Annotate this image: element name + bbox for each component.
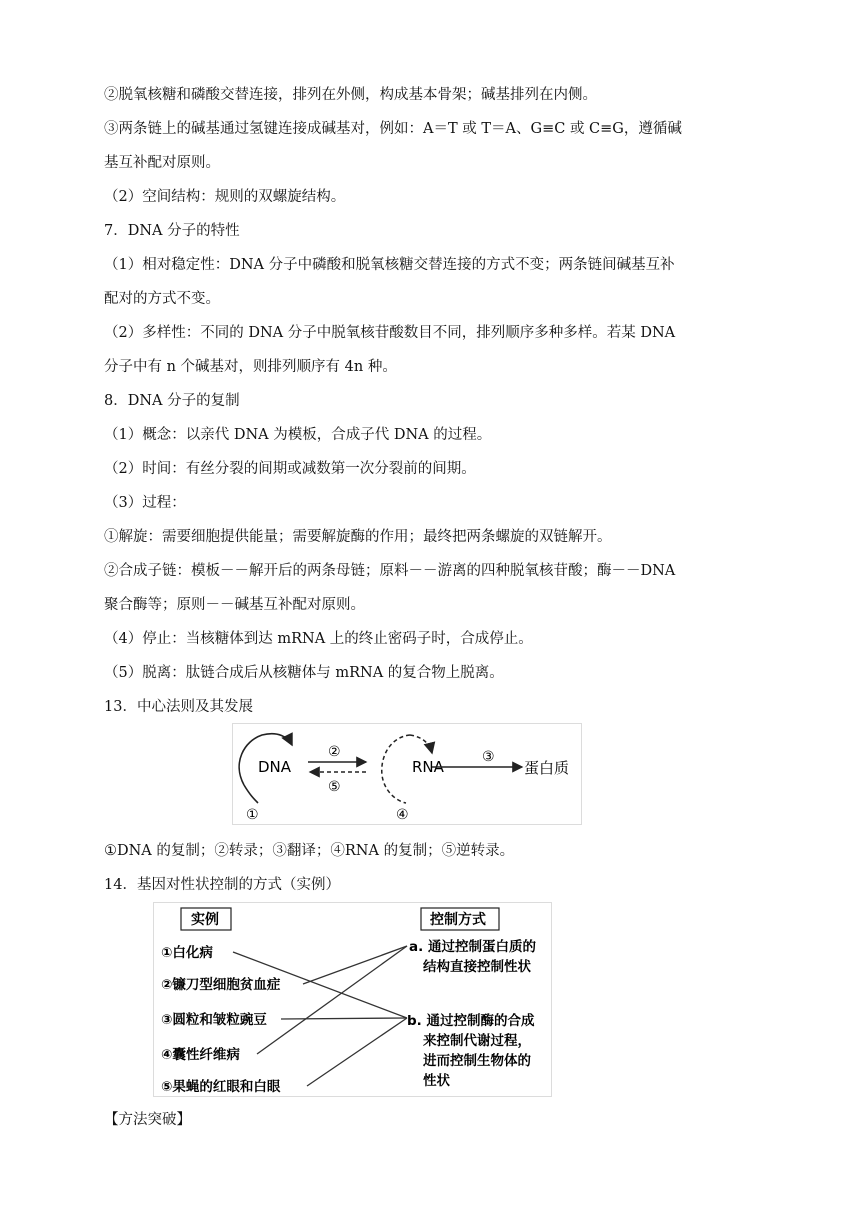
line-example5-to-b: [307, 1018, 407, 1086]
example-4: ④囊性纤维病: [161, 1047, 240, 1063]
line-example2-to-a: [303, 946, 407, 984]
mode-b-line-4: 性状: [423, 1073, 450, 1089]
text-line-8: （2）多样性：不同的 DNA 分子中脱氧核苷酸数目不同，排列顺序多种多样。若某 DNA: [104, 325, 676, 341]
text-line-9: 分子中有 n 个碱基对，则排列顺序有 4n 种。: [104, 359, 397, 375]
text-line-7: 配对的方式不变。: [104, 291, 220, 307]
mode-b-line-1: b. 通过控制酶的合成: [407, 1013, 535, 1029]
label-2: ②: [328, 744, 341, 760]
line-example4-to-a: [257, 946, 407, 1054]
text-line-18: （5）脱离：肽链合成后从核糖体与 mRNA 的复合物上脱离。: [104, 665, 504, 681]
section-heading-14: 14．基因对性状控制的方式（实例）: [104, 877, 340, 893]
text-line-11: （1）概念：以亲代 DNA 为模板，合成子代 DNA 的过程。: [104, 427, 492, 443]
rna-node-label: RNA: [412, 758, 444, 776]
method-heading: 【方法突破】: [104, 1112, 191, 1128]
mode-b-line-2: 来控制代谢过程，: [423, 1033, 531, 1049]
example-1: ①白化病: [161, 945, 213, 961]
rna-replication-loop-left: [382, 735, 410, 803]
text-line-15: ②合成子链：模板－－解开后的两条母链；原料－－游离的四种脱氧核苷酸；酶－－DNA: [104, 563, 676, 579]
header-left-label: 实例: [191, 912, 219, 928]
section-heading-13: 13．中心法则及其发展: [104, 699, 253, 715]
dna-node-label: DNA: [258, 758, 292, 776]
text-line-6: （1）相对稳定性：DNA 分子中磷酸和脱氧核糖交替连接的方式不变；两条链间碱基互补: [104, 257, 675, 273]
gene-control-figure: [153, 902, 553, 1098]
text-line-2: ③两条链上的碱基通过氢键连接成碱基对，例如：A＝T 或 T＝A、G≡C 或 C≡G，遵循碱: [104, 121, 682, 137]
mode-a-line-2: 结构直接控制性状: [423, 959, 531, 975]
central-dogma-diagram: [232, 723, 582, 825]
header-right-label: 控制方式: [430, 912, 486, 928]
line-example3-to-b: [281, 1018, 407, 1019]
text-line-16: 聚合酶等；原则－－碱基互补配对原则。: [104, 597, 365, 613]
central-dogma-figure: [232, 723, 582, 825]
text-line-4: （2）空间结构：规则的双螺旋结构。: [104, 189, 346, 205]
rna-replication-arrow: [410, 735, 432, 753]
text-line-14: ①解旋：需要细胞提供能量；需要解旋酶的作用；最终把两条螺旋的双链解开。: [104, 529, 612, 545]
gene-control-diagram: [153, 902, 553, 1098]
section-heading-7: 7．DNA 分子的特性: [104, 223, 240, 239]
example-2: ②镰刀型细胞贫血症: [161, 977, 281, 993]
label-3: ③: [482, 749, 495, 765]
section-heading-8: 8．DNA 分子的复制: [104, 393, 240, 409]
text-line-13: （3）过程：: [104, 495, 186, 511]
label-5: ⑤: [328, 779, 341, 795]
example-5: ⑤果蝇的红眼和白眼: [161, 1079, 281, 1095]
protein-node-label: 蛋白质: [524, 759, 570, 777]
mode-a-line-1: a. 通过控制蛋白质的: [409, 939, 536, 955]
figure1-caption: ①DNA 的复制；②转录；③翻译；④RNA 的复制；⑤逆转录。: [104, 843, 515, 859]
text-line-12: （2）时间：有丝分裂的间期或减数第一次分裂前的间期。: [104, 461, 476, 477]
text-line-17: （4）停止：当核糖体到达 mRNA 上的终止密码子时，合成停止。: [104, 631, 533, 647]
text-line-3: 基互补配对原则。: [104, 155, 220, 171]
mode-b-line-3: 进而控制生物体的: [423, 1053, 531, 1069]
text-line-1: ②脱氧核糖和磷酸交替连接，排列在外侧，构成基本骨架；碱基排列在内侧。: [104, 87, 597, 103]
label-1: ①: [246, 807, 259, 823]
example-3: ③圆粒和皱粒豌豆: [161, 1012, 267, 1028]
label-4: ④: [396, 807, 409, 823]
dna-loop-tail: [244, 785, 258, 803]
